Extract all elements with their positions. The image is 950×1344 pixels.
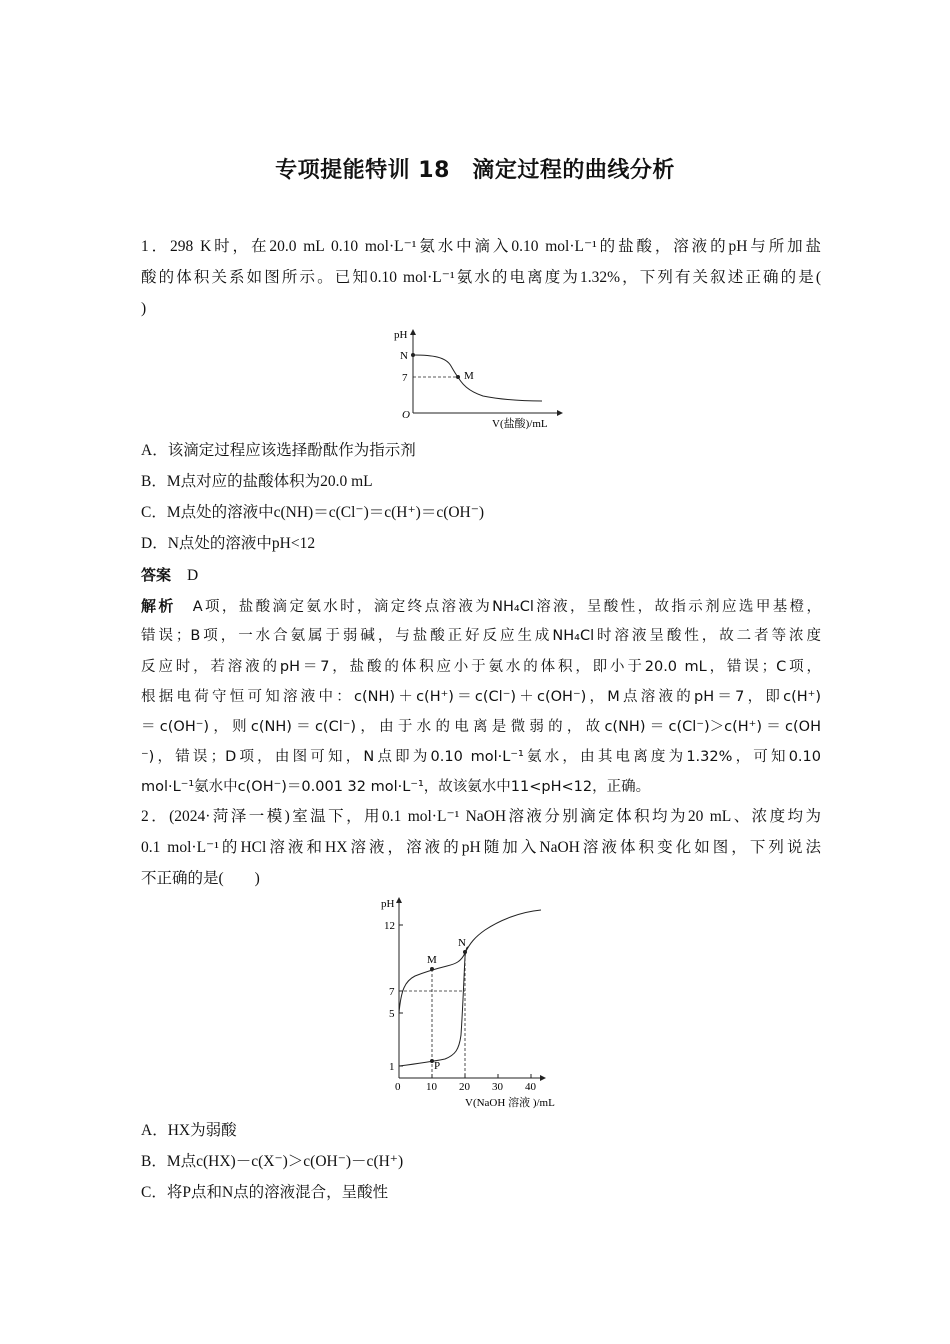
q1-tick-7: 7 — [402, 372, 408, 384]
q2-option-b: B．M点c(HX)－c(X⁻)＞c(OH⁻)－c(H⁺) — [141, 1153, 404, 1170]
q1-option-d: D．N点处的溶液中pH<12 — [141, 535, 316, 552]
q2-m-label: M — [427, 954, 437, 966]
q1-analysis-line-3: 反应时，若溶液的pH＝7，盐酸的体积应小于氨水的体积，即小于20.0 mL，错误；C项， — [141, 659, 821, 675]
q2-xtick-30: 30 — [492, 1081, 503, 1093]
q1-answer-row — [141, 565, 821, 586]
q2-tick-1: 1 — [389, 1061, 395, 1073]
q2-stem-line-3: 不正确的是( ) — [141, 870, 260, 887]
q1-titration-curve — [413, 355, 542, 401]
q1-stem-line-3: ) — [141, 300, 147, 317]
q2-option-a: A．HX为弱酸 — [141, 1122, 237, 1139]
q2-xtick-10: 10 — [426, 1081, 437, 1093]
q1-option-c: C．M点处的溶液中c(NH)＝c(Cl⁻)＝c(H⁺)＝c(OH⁻) — [141, 504, 485, 521]
q2-stem-line-1: 2．(2024·菏泽一模)室温下，用0.1 mol·L⁻¹ NaOH溶液分别滴定体积均为20 mL、浓度均为 — [141, 808, 821, 825]
q1-analysis-line-4: 根据电荷守恒可知溶液中：c(NH)＋c(H⁺)＝c(Cl⁻)＋c(OH⁻)，M点溶液的pH＝7，即c(H⁺) — [141, 689, 821, 705]
q1-analysis-line-1 — [141, 596, 821, 617]
q2-xtick-0: 0 — [395, 1081, 401, 1093]
q1-ph-graph — [388, 326, 568, 432]
q2-ph-graph — [375, 895, 575, 1113]
q2-n-label: N — [458, 937, 466, 949]
q1-option-b: B．M点对应的盐酸体积为20.0 mL — [141, 473, 373, 490]
answer-label: 答案 — [141, 566, 172, 584]
q1-stem-line-2: 酸的体积关系如图所示。已知0.10 mol·L⁻¹氨水的电离度为1.32%，下列有关叙述正确的是( — [141, 269, 821, 286]
q1-analysis-line-2: 错误；B项，一水合氨属于弱碱，与盐酸正好反应生成NH₄Cl时溶液呈酸性，故二者等浓度 — [141, 628, 821, 644]
q2-x-label: V(NaOH 溶液 )/mL — [465, 1097, 555, 1109]
q2-tick-7: 7 — [389, 986, 395, 998]
q2-tick-5: 5 — [389, 1008, 395, 1020]
q2-option-c: C．将P点和N点的溶液混合，呈酸性 — [141, 1184, 389, 1201]
q2-point-m — [430, 967, 434, 971]
q1-m-label: M — [464, 370, 474, 382]
q1-analysis-line-7: mol·L⁻¹氨水中c(OH⁻)＝0.001 32 mol·L⁻¹，故该氨水中11<pH<12，正确。 — [141, 779, 651, 795]
q2-p-label: P — [434, 1060, 441, 1072]
q2-xtick-40: 40 — [525, 1081, 536, 1093]
q2-y-label: pH — [381, 898, 395, 910]
q1-analysis-line-5: ＝c(OH⁻)，则c(NH)＝c(Cl⁻)，由于水的电离是微弱的，故c(NH)＝c(Cl⁻)＞c(H⁺)＝c(OH — [141, 719, 821, 735]
q1-n-label: N — [400, 350, 408, 362]
q1-point-m — [456, 375, 460, 379]
q1-analysis-line-6: ⁻)，错误；D项，由图可知，N点即为0.10 mol·L⁻¹氨水，由其电离度为1.32%，可知0.10 — [141, 749, 821, 765]
q1-y-label: pH — [394, 329, 408, 341]
answer-value: D — [187, 567, 199, 584]
q1-origin-label: O — [402, 409, 410, 421]
q2-xtick-20: 20 — [459, 1081, 470, 1093]
page-title: 专项提能特训 18 滴定过程的曲线分析 — [275, 158, 675, 183]
q2-point-n — [463, 950, 467, 954]
q1-stem-line-1: 1．298 K时，在20.0 mL 0.10 mol·L⁻¹氨水中滴入0.10 mol·L⁻¹的盐酸，溶液的pH与所加盐 — [141, 238, 821, 255]
q1-point-n — [411, 353, 415, 357]
q1-x-label: V(盐酸)/mL — [492, 418, 548, 430]
q2-hx-curve — [399, 910, 541, 1013]
q2-tick-12: 12 — [384, 920, 395, 932]
analysis-text-1: A项，盐酸滴定氨水时，滴定终点溶液为NH₄Cl溶液，呈酸性，故指示剂应选甲基橙， — [192, 599, 821, 615]
analysis-label: 解析 — [141, 597, 176, 615]
q1-option-a: A．该滴定过程应该选择酚酞作为指示剂 — [141, 442, 416, 459]
q2-stem-line-2: 0.1 mol·L⁻¹的HCl溶液和HX溶液，溶液的pH随加入NaOH溶液体积变化如图，下列说法 — [141, 839, 821, 856]
